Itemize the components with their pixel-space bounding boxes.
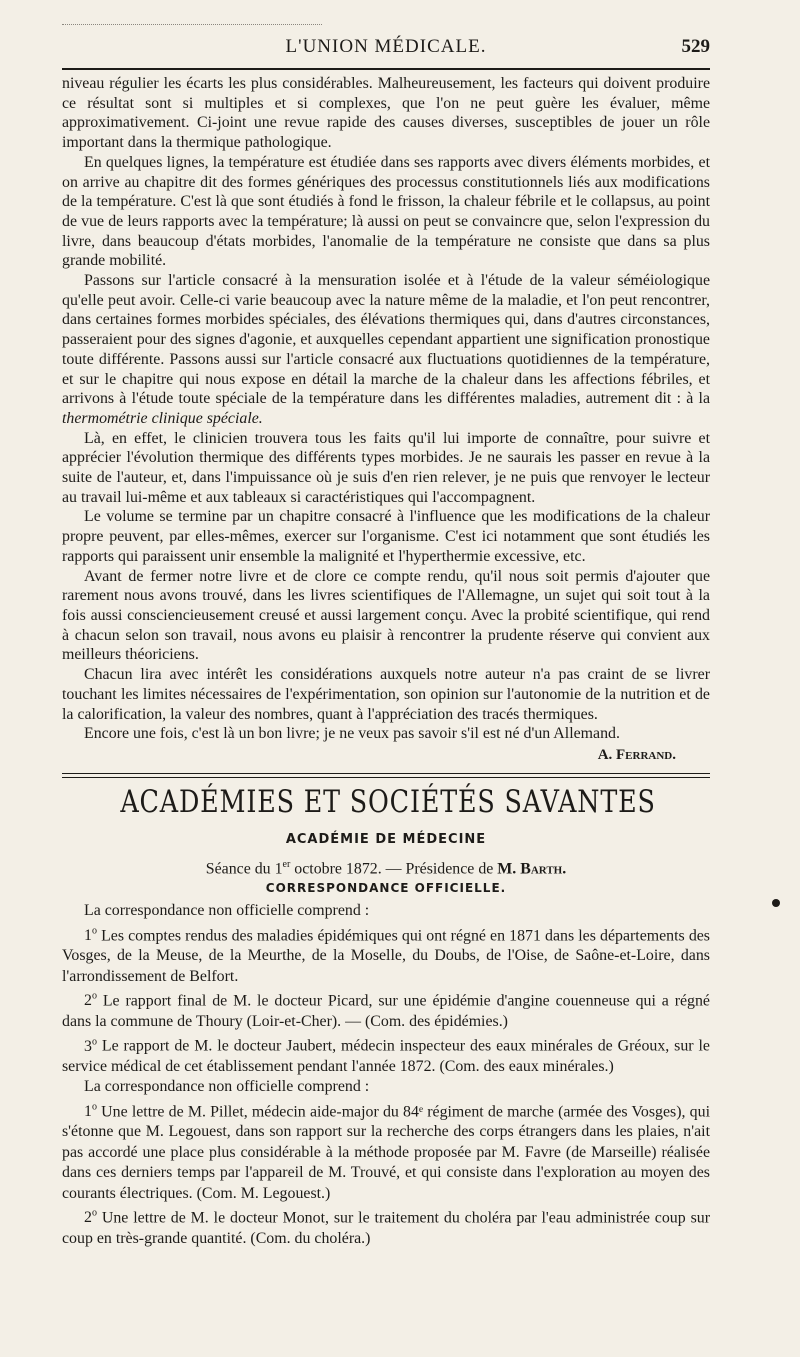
item-text: Les comptes rendus des maladies épidémiques qui ont régné en 1871 dans les départements des Vosges, de la Meuse, de la Meurthe, de la Moselle, du Doubs, de l'Oise, de Saône-et-Loire, dans l'arrondissement de Belfort. (62, 926, 710, 985)
item-text: Une lettre de M. le docteur Monot, sur le traitement du choléra par l'eau administrée coup sur coup en très-grande quantité. (Com. du choléra.) (62, 1209, 710, 1247)
item-number: 1$^o$ (84, 1101, 97, 1121)
correspondence-intro: La correspondance non officielle comprend : (84, 902, 370, 920)
author-signature: A. Ferrand. (597, 746, 676, 763)
session-mid: octobre 1872. — Présidence de (290, 860, 498, 878)
review-paragraph: Avant de fermer notre livre et de clore ce compte rendu, qu'il nous soit permis d'ajouter que rarement nous avons trouvé, dans les livres scientifiques de l'Allemagne, un sujet qui soit tout à la fois aussi consciencieusement creusé et aussi largement conçu. Avec la probité scientifique, qui rend à chacun selon son travail, nous avons eu plaisir à rencontrer la prudente réserve qui convient aux meilleurs théoriciens. (62, 567, 710, 664)
correspondence-item (62, 1204, 710, 1249)
section-title: ACADÉMIES ET SOCIÉTÉS SAVANTES (120, 783, 656, 820)
running-head (62, 28, 710, 62)
session-president: M. Barth. (497, 860, 567, 878)
running-title: L'UNION MÉDICALE. (285, 36, 487, 57)
book-review (62, 74, 710, 765)
correspondence-item (62, 987, 710, 1032)
item-number: 2$^o$ (84, 991, 97, 1010)
italic-phrase: thermométrie clinique spéciale. (62, 409, 263, 427)
review-paragraph (62, 271, 710, 429)
item-number: 2$^o$ (84, 1208, 97, 1227)
review-paragraph: Là, en effet, le clinicien trouvera tous les faits qu'il lui importe de connaître, pour suivre et apprécier l'évolution thermique des différents types morbides. Je ne saurais les passer en revue à la suite de l'auteur, et, dans l'impuissance où je suis d'en rien relever, je ne puis que renvoyer le lecteur au travail lui-même et aux tableaux si caractéristiques qui l'accompagnent. (62, 429, 710, 506)
review-paragraph: Chacun lira avec intérêt les considérations auxquels notre auteur n'a pas craint de se livrer touchant les limites nécessaires de l'expérimentation, son opinion sur l'autonomie de la nutrition et de la calorification, la valeur des nombres, quant à l'appréciation des tracés thermiques. (62, 666, 710, 723)
correspondence-list (62, 901, 710, 1249)
correspondence-item (62, 1098, 710, 1204)
review-paragraph: En quelques lignes, la température est étudiée dans ses rapports avec divers éléments morbides, et on arrive au chapitre dit des formes génériques des processus constitutionnels liés aux modifications de la température. C'est là que sont étudiés à fond le frisson, la chaleur fébrile et le collapsus, au point de vue de leurs rapports avec la température; là aussi on peut se convaincre que, selon l'expression du livre, dans beaucoup d'états morbides, l'anomalie de la température ne consiste que dans sa plus grande mobilité. (62, 153, 710, 270)
correspondence-item (62, 1032, 710, 1077)
academy-subtitle: ACADÉMIE DE MÉDECINE (285, 831, 487, 847)
section-rules (62, 773, 710, 778)
item-number: 1$^o$ (84, 925, 97, 944)
item-number: 3$^o$ (84, 1036, 97, 1055)
page-number: 529 (681, 36, 710, 57)
correspondence-item (62, 922, 710, 988)
item-text: Le rapport final de M. le docteur Picard, sur une épidémie d'angine couenneuse qui a régné dans la commune de Thoury (Loir-et-Cher). — (Com. des épidémies.) (62, 992, 710, 1030)
review-paragraph-text: Passons sur l'article consacré à la mensuration isolée et à l'étude de la valeur séméiologique qu'elle peut avoir. Celle-ci varie beaucoup avec la nature même de la maladie, et l'on peut rencontrer, dans certaines formes morbides spéciales, des élévations thermiques qui, dans d'autres circonstances, passeraient pour des signes d'agonie, et auxquelles cependant appartient une signification pronostique toute différente. Passons aussi sur l'article consacré aux fluctuations quotidiennes de la température, et sur le chapitre qui nous expose en détail la marche de la chaleur dans les affections fébriles, et arrivons à l'étude toute spéciale de la température dans les différentes maladies, autrement dit : à la (62, 272, 710, 408)
top-dotted-rule (62, 24, 322, 25)
review-paragraph: Le volume se termine par un chapitre consacré à l'influence que les modifications de la chaleur propre peuvent, par elles-mêmes, exercer sur l'organisme. C'est ici notamment que sont étudiés les rapports qui paraissent unir ensemble la malignité et l'hyperthermie excessive, etc. (62, 508, 710, 565)
correspondence-intro: La correspondance non officielle comprend : (84, 1078, 370, 1096)
section-rule-bottom (62, 777, 710, 778)
review-paragraph: Encore une fois, c'est là un bon livre; je ne veux pas savoir s'il est né d'un Allemand. (84, 725, 620, 743)
item-text: Le rapport de M. le docteur Jaubert, médecin inspecteur des eaux minérales de Gréoux, sur le service médical de cet établissement pendant l'année 1872. (Com. des eaux minérales.) (62, 1037, 710, 1075)
session-sup: er (282, 858, 291, 870)
section-rule-top (62, 773, 710, 774)
journal-page (62, 28, 710, 1249)
session-line (62, 855, 710, 879)
margin-dot (772, 899, 780, 907)
correspondence-title: CORRESPONDANCE OFFICIELLE. (265, 881, 507, 896)
review-paragraph: niveau régulier les écarts les plus considérables. Malheureusement, les facteurs qui doivent produire ce résultat sont si multiples et si complexes, que l'on ne peut guère les évaluer, même approximativement. Ci-joint une revue rapide des causes diverses, susceptibles de jouer un rôle important dans la thermique pathologique. (62, 75, 710, 152)
session-prefix: Séance du 1 (205, 860, 283, 878)
header-rule (62, 68, 710, 70)
item-text: Une lettre de M. Pillet, médecin aide-major du 84ᵉ régiment de marche (armée des Vosges), qui s'étonne que M. Legouest, dans son rapport sur la recherche des corps étrangers dans les plaies, n'ait pas accordé une place plus considérable à la méthode proposée par M. Favre (de Marseille) réalisée dans ces derniers temps par l'appareil de M. Trouvé, et qui consiste dans l'exploration au moyen des courants électriques. (Com. M. Legouest.) (62, 1103, 710, 1202)
